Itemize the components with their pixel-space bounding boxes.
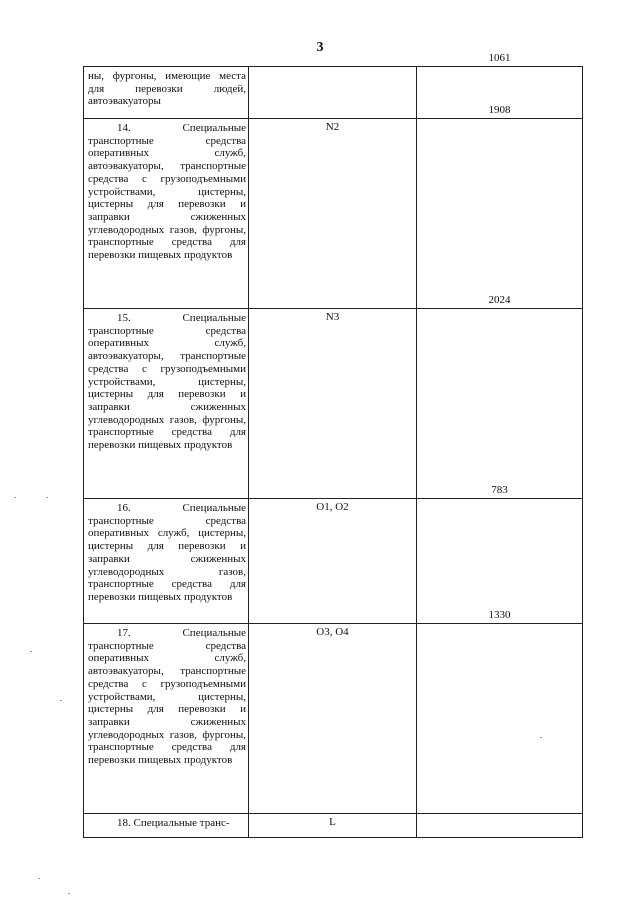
value-cell: [417, 609, 583, 814]
value-cell: [417, 294, 583, 499]
row-description: 16. Специальные транспортные средства оперативных служб, цистерны, цистерны для перевозки и заправки сжиженных углеводородных газов, транспортные средства для перевозки пищевых продуктов: [88, 502, 246, 603]
row-value: 1330: [488, 609, 511, 622]
row-description: 14. Специальные транспортные средства оперативных служб, автоэвакуаторы, транспортные средства с грузоподъемными устройствами, цистерны, цистерны для перевозки и заправки сжиженных углеводородных газов, фургоны, транспортные средства для перевозки пищевых продуктов: [88, 122, 246, 262]
table-row: [84, 309, 583, 499]
category-cell: [249, 624, 417, 814]
table-row: [84, 624, 583, 814]
page-number: 3: [316, 40, 324, 55]
row-description: 15. Специальные транспортные средства оперативных служб, автоэвакуаторы, транспортные средства с грузоподъемными устройствами, цистерны, цистерны для перевозки и заправки сжиженных углеводородных газов, фургоны, транспортные средства для перевозки пищевых продуктов: [88, 312, 246, 452]
description-cell: [84, 309, 249, 499]
description-cell: [84, 624, 249, 814]
row-category: O1, O2: [316, 501, 349, 513]
description-cell: [84, 814, 249, 838]
description-cell: [84, 119, 249, 309]
row-category: N2: [325, 121, 340, 133]
scan-speck: [46, 497, 48, 498]
row-description: 17. Специальные транспортные средства оперативных служб, автоэвакуаторы, транспортные средства с грузоподъемными устройствами, цистерны, цистерны для перевозки и заправки сжиженных углеводородных газов, фургоны, транспортные средства для перевозки пищевых продуктов: [88, 627, 246, 767]
scan-speck: [68, 893, 70, 894]
category-cell: [249, 309, 417, 499]
category-cell: [249, 499, 417, 624]
value-cell: [417, 104, 583, 309]
scan-speck: [38, 878, 40, 879]
row-category: O3, O4: [316, 626, 349, 638]
table-row: [84, 119, 583, 309]
scan-speck: [60, 700, 62, 701]
scan-speck: [14, 497, 16, 498]
scan-speck: [30, 651, 32, 652]
row-value: 1061: [488, 52, 511, 65]
row-value: 1908: [488, 104, 511, 117]
category-cell: [249, 119, 417, 309]
row-value: 783: [491, 484, 508, 497]
value-cell: [417, 814, 583, 838]
row-category: L: [329, 816, 336, 828]
description-cell: [84, 499, 249, 624]
row-description: 18. Специальные транс-: [117, 817, 230, 829]
vehicle-category-table: [83, 52, 583, 838]
table-row: [84, 814, 583, 838]
row-description: ны, фургоны, имеющие места для перевозки людей, автоэвакуаторы: [88, 70, 246, 108]
category-cell: [249, 67, 417, 119]
row-category: N3: [325, 311, 340, 323]
category-cell: [249, 814, 417, 838]
row-category: [249, 67, 416, 69]
value-cell: [417, 484, 583, 624]
description-cell: [84, 67, 249, 119]
row-value: 2024: [488, 294, 511, 307]
table-row: [84, 499, 583, 624]
scan-speck: [540, 737, 542, 738]
